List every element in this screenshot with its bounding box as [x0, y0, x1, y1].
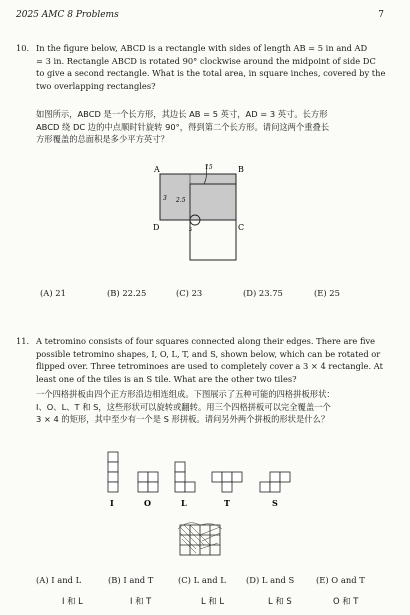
tetromino-shapes [95, 446, 335, 514]
problem-10-line-2: = 3 in. Rectangle ABCD is rotated 90° clockwise around the midpoint of side DC [36, 55, 376, 66]
tetromino-O-shape [138, 472, 158, 492]
p11-choice-c-zh: L 和 L [201, 596, 225, 606]
page-number: 7 [378, 10, 384, 20]
p11-choice-a-zh: I 和 L [62, 596, 83, 606]
label-B: B [238, 165, 244, 174]
p11-choice-a[interactable]: (A) I and L [36, 575, 82, 585]
p11-choice-c[interactable]: (C) L and L [178, 575, 226, 585]
problem-11-line-4: least one of the tiles is an S tile. What are the other two tiles? [36, 373, 297, 384]
label-A: A [154, 165, 160, 174]
p10-choice-c[interactable]: (C) 23 [176, 288, 203, 298]
tetromino-L-shape [175, 462, 195, 492]
page-header-title: 2025 AMC 8 Problems [16, 10, 119, 20]
original-rectangle [160, 174, 236, 220]
problem-11-line-2: possible tetromino shapes, I, O, L, T, and S, shown below, which can be rotated or [36, 348, 381, 359]
shape-label-L: L [181, 498, 187, 508]
p11-choice-e[interactable]: (E) O and T [316, 575, 365, 585]
problem-10-number: 10. [16, 43, 30, 53]
problem-10-chinese [36, 108, 388, 146]
problem-11-number: 11. [16, 336, 30, 346]
rectangle-3x4-grid [170, 517, 230, 567]
shape-label-O: O [144, 498, 151, 508]
problem-11-text [16, 335, 386, 385]
label-D: D [153, 223, 160, 232]
p11-choice-e-zh: O 和 T [333, 596, 359, 606]
shape-label-S: S [272, 498, 278, 508]
problem-11-chinese [36, 388, 388, 426]
label-C: C [238, 223, 245, 232]
problem-11-line-1: A tetromino consists of four squares connected along their edges. There are five [36, 336, 376, 346]
tetromino-S-shape [260, 472, 290, 492]
problem-11-zh-line-2: I、O、L、T 和 S，这些形状可以旋转或翻转。用三个四格拼板可以完全覆盖一个 [36, 401, 331, 412]
problem-10-line-1: In the figure below, ABCD is a rectangle with sides of length AB = 5 in and AD [36, 43, 368, 53]
problem-11-zh-line-3: 3 × 4 的矩形，其中至少有一个是 S 形拼板。请问另外两个拼板的形状是什么？ [36, 414, 330, 425]
problem-10-line-4: two overlapping rectangles? [36, 80, 156, 91]
p11-choice-b[interactable]: (B) I and T [108, 575, 154, 585]
tetromino-I-shape [108, 452, 118, 492]
p10-choice-e[interactable]: (E) 25 [314, 288, 340, 298]
shape-label-I: I [110, 498, 114, 508]
p11-choice-d[interactable]: (D) L and S [246, 575, 295, 585]
p10-choice-b[interactable]: (B) 22.25 [107, 288, 147, 298]
tetromino-T-shape [212, 472, 242, 492]
p11-choice-b-zh: I 和 T [130, 596, 152, 606]
problem-10-text [16, 42, 386, 92]
p11-choice-d-zh: L 和 S [268, 596, 292, 606]
handwritten-3: 3 [163, 195, 167, 202]
problem-10-figure [150, 158, 250, 290]
problem-10-line-3: to give a second rectangle. What is the total area, in square inches, covered by the [36, 68, 386, 79]
problem-10-zh-line-3: 方形覆盖的总面积是多少平方英寸？ [36, 134, 169, 145]
p10-choice-d[interactable]: (D) 23.75 [243, 288, 283, 298]
shape-label-T: T [224, 498, 230, 508]
handwritten-2-5: 2.5 [176, 197, 186, 204]
problem-11-line-3: flipped over. Three tetrominoes are used to completely cover a 3 × 4 rectangle. At [36, 361, 383, 372]
problem-10-zh-line-1: 如图所示，ABCD 是一个长方形，其边长 AB = 5 英寸，AD = 3 英寸。长方形 [36, 109, 328, 119]
problem-11-zh-line-1: 一个四格拼板由四个正方形沿边相连组成。下图展示了五种可能的四格拼板形状： [36, 389, 335, 399]
handwritten-15: 15 [205, 164, 213, 171]
p10-choice-a[interactable]: (A) 21 [40, 288, 66, 298]
problem-10-zh-line-2: ABCD 绕 DC 边的中点顺时针旋转 90°，得到第二个长方形。请问这两个重叠长 [36, 121, 330, 132]
handwritten-5: 5 [189, 227, 193, 233]
